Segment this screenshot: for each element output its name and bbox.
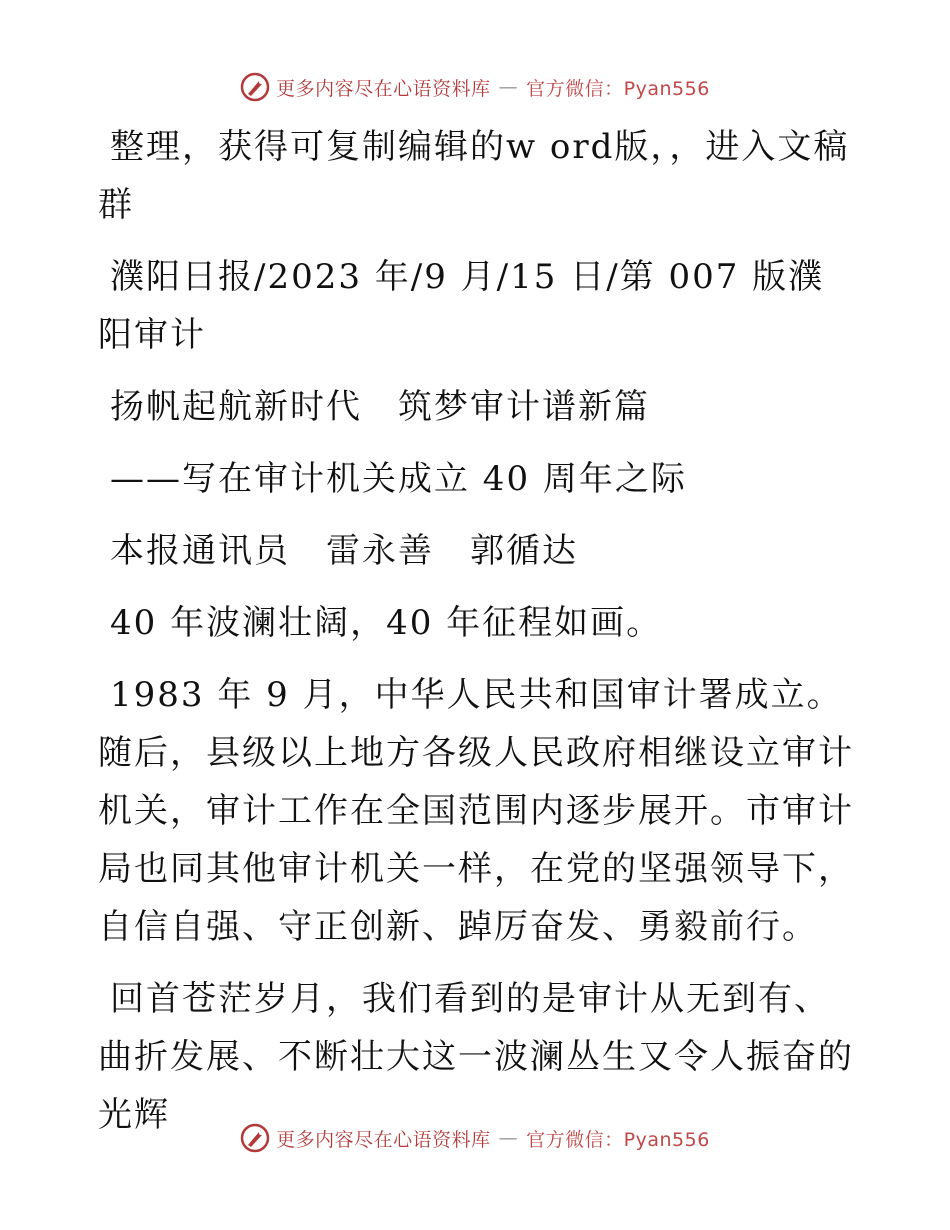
article-subtitle: ——写在审计机关成立 40 周年之际 — [110, 459, 687, 499]
paragraph-history: 1983 年 9 月，中华人民共和国审计署成立。随后，县级以上地方各级人民政府相继设立审计机关，审计工作在全国范围内逐步展开。市审计局也同其他审计机关一样，在党的坚强领导下，自信自强、守正创新、踔厉奋发、勇毅前行。 — [98, 675, 854, 947]
watermark-contact: 官方微信：Pyan556 — [526, 1128, 710, 1151]
article-title: 扬帆起航新时代 筑梦审计谱新篇 — [110, 387, 650, 427]
paragraph-lead: 40 年波澜壮阔，40 年征程如画。 — [110, 603, 663, 643]
watermark-contact: 官方微信：Pyan556 — [526, 77, 710, 100]
watermark-separator: — — [498, 1127, 519, 1149]
pen-logo-icon — [240, 1123, 270, 1153]
pen-logo-icon — [240, 72, 270, 102]
paragraph-retrospect: 回首苍茫岁月，我们看到的是审计从无到有、曲折发展、不断壮大这一波澜丛生又令人振奋的光辉 — [98, 979, 854, 1135]
article-byline: 本报通讯员 雷永善 郭循达 — [110, 531, 578, 571]
watermark-text: 更多内容尽在心语资料库 — [276, 77, 491, 100]
watermark-text: 更多内容尽在心语资料库 — [276, 1128, 491, 1151]
watermark-separator: — — [498, 76, 519, 98]
paragraph-intro: 整理，获得可复制编辑的w ord版，，进入文稿群 — [98, 127, 850, 225]
document-body — [98, 118, 858, 1158]
footer-watermark — [0, 1123, 950, 1153]
paragraph-source: 濮阳日报/2023 年/9 月/15 日/第 007 版濮阳审计 — [98, 257, 825, 355]
header-watermark — [0, 72, 950, 102]
